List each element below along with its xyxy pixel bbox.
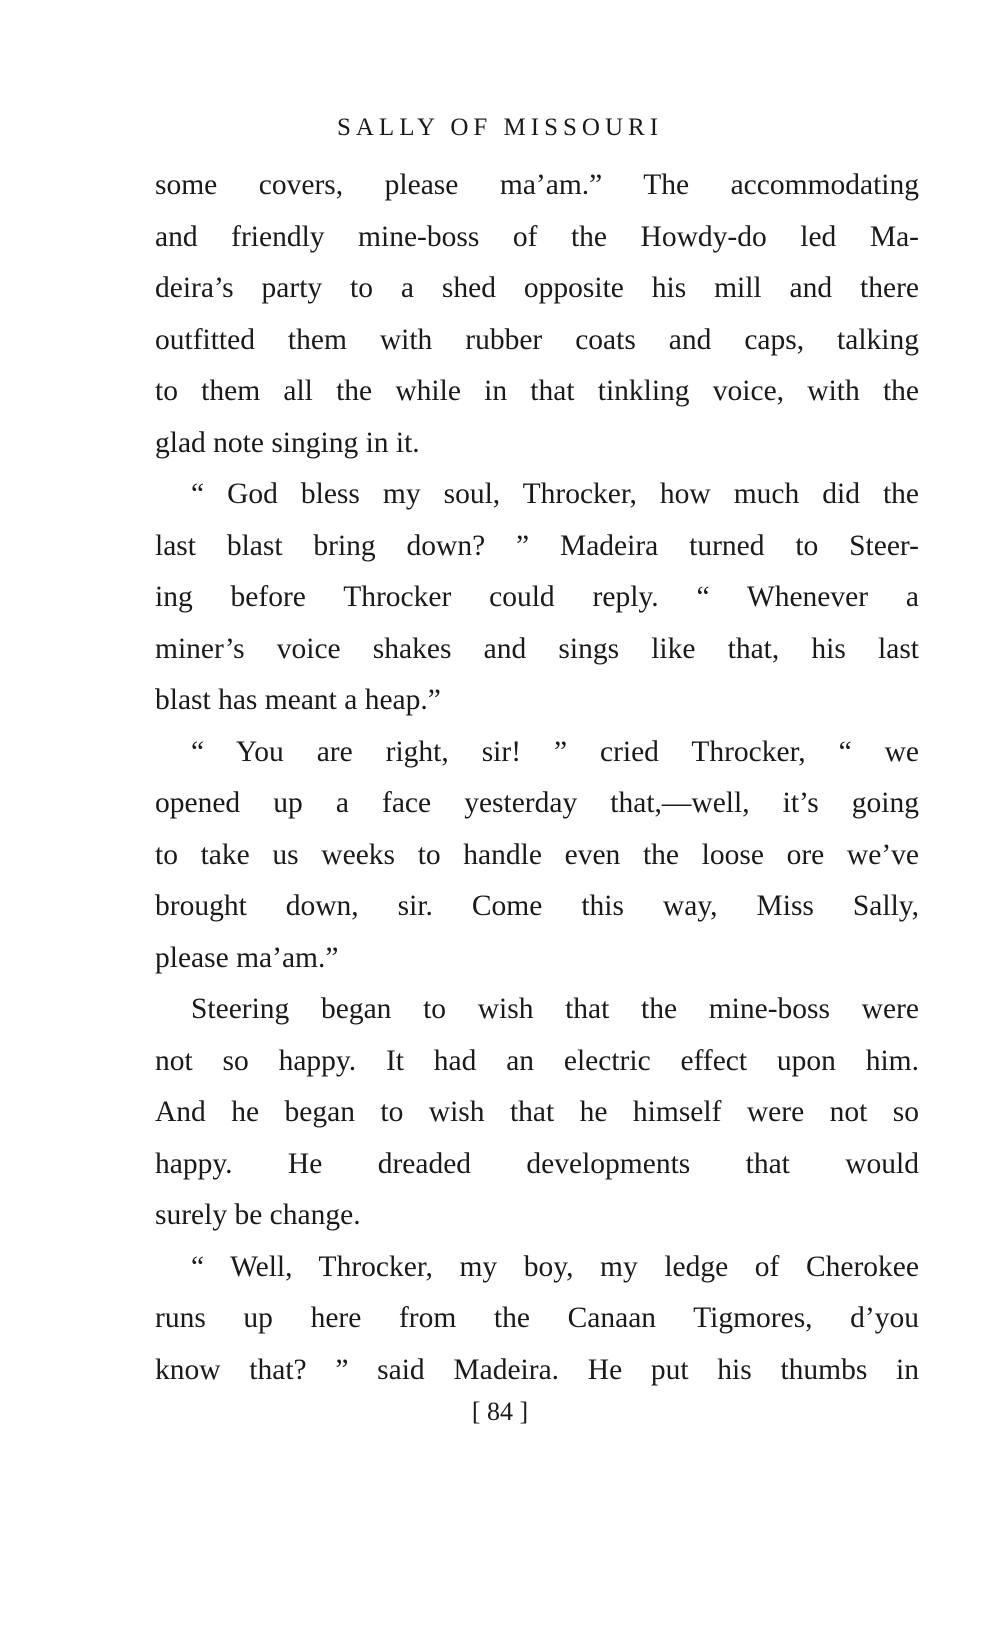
text-line: and friendly mine-boss of the Howdy-do led Ma- [155,220,919,253]
text-line: some covers, please ma’am.” The accommodating [155,169,919,201]
text-line: blast has meant a heap.” [155,684,441,716]
text-line: miner’s voice shakes and sings like that, his last [155,632,919,665]
text-line: ing before Throcker could reply. “ Whenever a [155,581,919,613]
body-text [155,160,919,1396]
text-line: to them all the while in that tinkling voice, with the [155,375,919,407]
text-line: opened up a face yesterday that,—well, it’s going [155,787,919,819]
text-line: to take us weeks to handle even the loose ore we’ve [155,838,919,871]
text-line: “ God bless my soul, Throcker, how much did the [191,478,919,510]
text-line: outfitted them with rubber coats and caps, talking [155,323,919,356]
running-head: SALLY OF MISSOURI [336,114,664,141]
page-number: [ 84 ] [471,1397,529,1426]
text-line: glad note singing in it. [155,426,420,459]
text-line: last blast bring down? ” Madeira turned to Steer- [155,529,919,562]
text-line: “ Well, Throcker, my boy, my ledge of Cherokee [191,1250,919,1283]
text-line: know that? ” said Madeira. He put his thumbs in [155,1353,919,1386]
text-line: brought down, sir. Come this way, Miss Sally, [155,890,919,922]
text-line: Steering began to wish that the mine-boss were [191,993,919,1025]
text-line: And he began to wish that he himself were not so [155,1096,919,1128]
text-line: please ma’am.” [155,941,339,974]
text-line: happy. He dreaded developments that would [155,1147,919,1180]
text-line: runs up here from the Canaan Tigmores, d’you [155,1302,919,1334]
text-line: “ You are right, sir! ” cried Throcker, “ we [191,735,919,768]
text-line: deira’s party to a shed opposite his mill and there [155,272,919,304]
text-line: not so happy. It had an electric effect upon him. [155,1044,919,1077]
text-line: surely be change. [155,1199,361,1231]
